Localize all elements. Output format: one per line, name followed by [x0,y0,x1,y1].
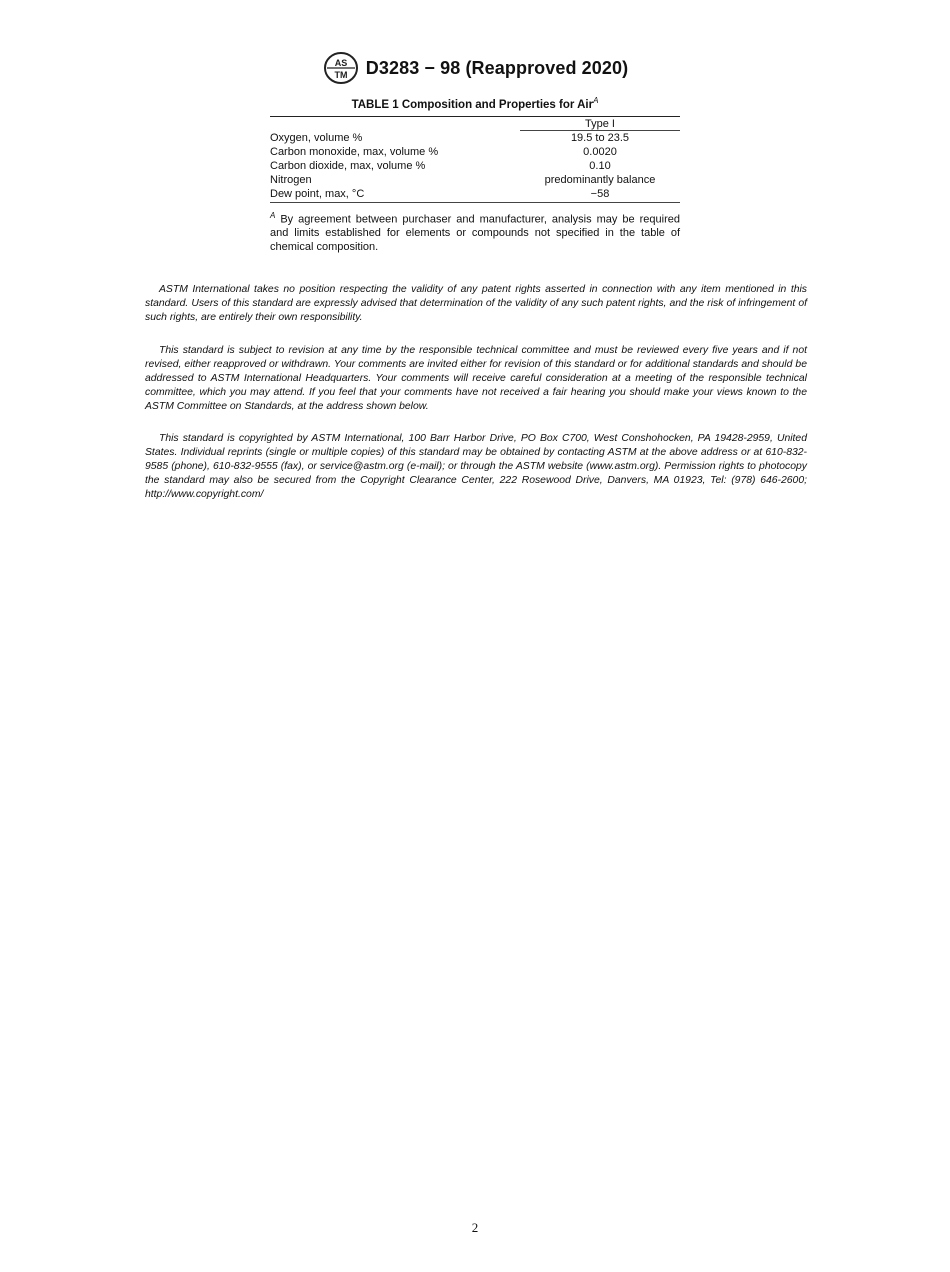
composition-table-section [270,93,680,254]
table-header-empty [270,117,520,131]
document-header [0,50,950,86]
row-label: Oxygen, volume % [270,131,363,144]
copyright-notice-paragraph: This standard is copyrighted by ASTM International, 100 Barr Harbor Drive, PO Box C700, West Conshohocken, PA 19428-2959, United States. Individual reprints (single or multiple copies) of this standard may be obtained by contacting ASTM at the above address or at 610-832-9585 (phone), 610-832-9555 (fax), or service@astm.org (e-mail); or through the ASTM website (www.astm.org). Permission rights to photocopy the standard may also be secured from the Copyright Clearance Center, 222 Rosewood Drive, Danvers, MA 01923, Tel: (978) 646-2600; http://www.copyright.com/ [145,433,807,500]
astm-logo-icon [322,51,360,85]
svg-text:AS: AS [334,58,348,68]
table-footnote [270,209,680,255]
row-label: Carbon dioxide, max, volume % [270,159,426,172]
row-label: Nitrogen [270,173,312,186]
document-title: D3283 − 98 (Reapproved 2020) [365,57,629,78]
svg-text:TM: TM [334,70,348,80]
table-caption-text: TABLE 1 Composition and Properties for Air [351,98,594,111]
page-number: 2 [471,1220,479,1235]
row-label: Carbon monoxide, max, volume % [270,145,439,158]
row-label: Dew point, max, °C [270,187,520,203]
table-row [270,145,680,159]
row-value: 0.10 [589,159,611,172]
footnote-marker: A [270,210,276,220]
table-row [270,130,680,145]
row-value: 19.5 to 23.5 [570,131,630,144]
caption-note-marker: A [593,96,599,105]
patent-notice-paragraph: ASTM International takes no position respecting the validity of any patent rights asserted in connection with any item mentioned in this standard. Users of this standard are expressly advised that determination of the validity of any such patent rights, and the risk of infringement of such rights, are entirely their own responsibility. [145,284,807,323]
revision-notice-paragraph: This standard is subject to revision at any time by the responsible technical committee and must be reviewed every five years and if not revised, either reapproved or withdrawn. Your comments are invited either for revision of this standard or for additional standards and should be addressed to ASTM International Headquarters. Your comments will receive careful consideration at a meeting of the responsible technical committee, which you may attend. If you feel that your comments have not received a fair hearing you should make your views known to the ASTM Committee on Standards, at the address shown below. [145,345,807,412]
table-row [270,173,680,187]
table-caption [270,93,680,117]
row-value: −58 [520,187,680,203]
composition-table [270,117,680,203]
table-row [270,187,680,203]
table-column-header: Type I [520,117,680,131]
row-value: 0.0020 [583,145,617,158]
table-row [270,159,680,173]
row-value: predominantly balance [544,173,656,186]
footnote-text: By agreement between purchaser and manufacturer, analysis may be required and limits established for elements or compounds not specified in the table of chemical composition. [270,213,680,254]
